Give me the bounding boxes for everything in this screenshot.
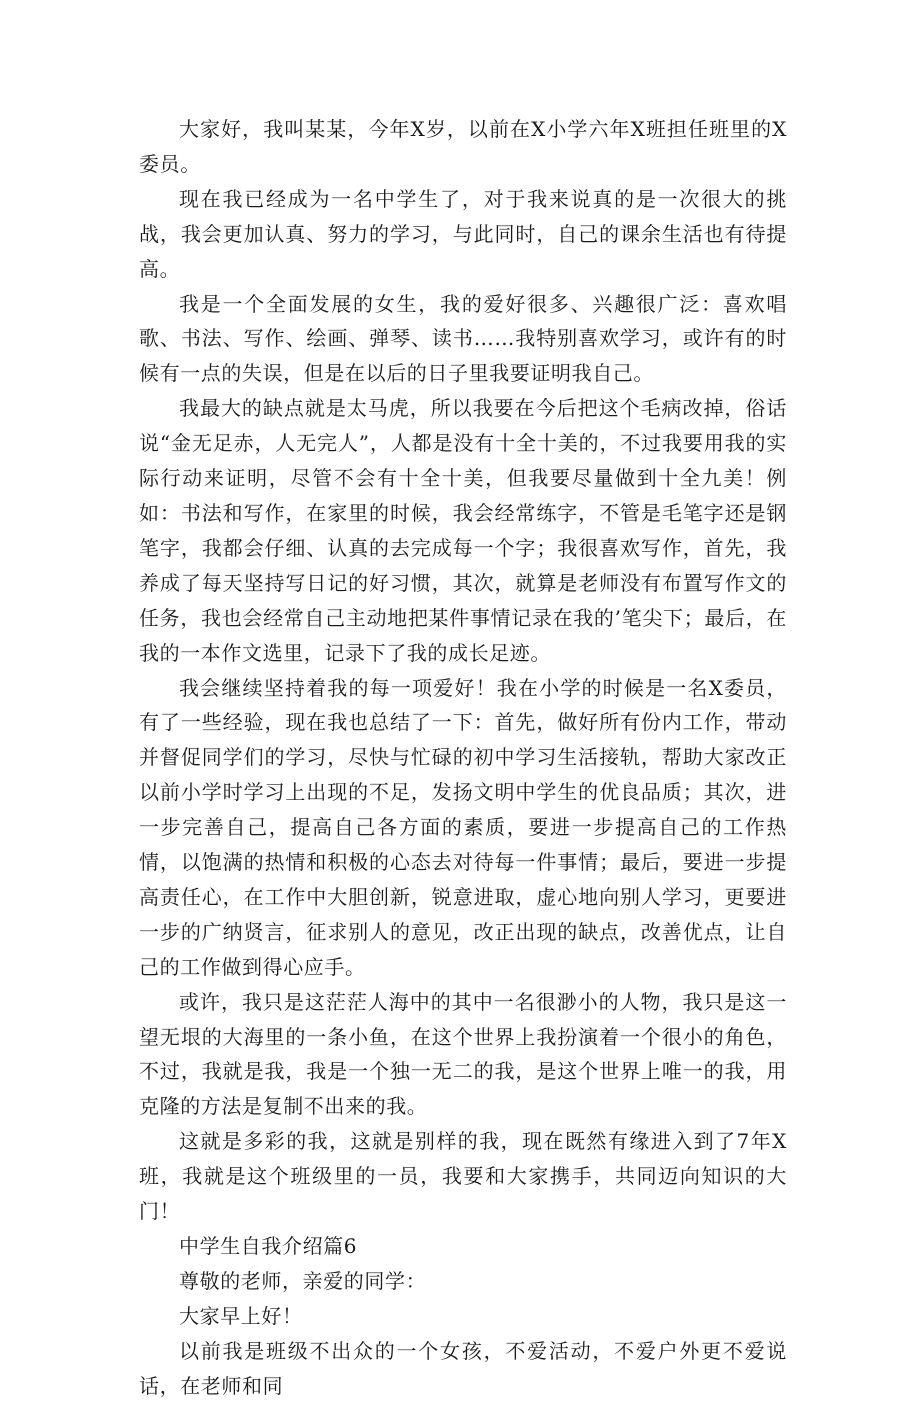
section-heading: 中学生自我介绍篇6 (179, 1234, 358, 1258)
document-page (139, 112, 787, 1404)
paragraph: 现在我已经成为一名中学生了，对于我来说真的是一次很大的挑战，我会更加认真、努力的学习，与此同时，自己的课余生活也有待提高。 (139, 186, 787, 281)
paragraph: 我是一个全面发展的女生，我的爱好很多、兴趣很广泛：喜欢唱歌、书法、写作、绘画、弹琴、读书……我特别喜欢学习，或许有的时候有一点的失误，但是在以后的日子里我要证明我自己。 (139, 291, 787, 386)
paragraph: 以前我是班级不出众的一个女孩，不爱活动，不爱户外更不爱说话，在老师和同 (139, 1338, 787, 1398)
paragraph: 我最大的缺点就是太马虎，所以我要在今后把这个毛病改掉，俗话说“金无足赤，人无完人”，人都是没有十全十美的，不过我要用我的实际行动来证明，尽管不会有十全十美，但我要尽量做到十全九美！例如：书法和写作，在家里的时候，我会经常练字，不管是毛笔字还是钢笔字，我都会仔细、认真的去完成每一个字；我很喜欢写作，首先，我养成了每天坚持写日记的好习惯，其次，就算是老师没有布置写作文的任务，我也会经常自己主动地把某件事情记录在我的’笔尖下；最后，在我的一本作文选里，记录下了我的成长足迹。 (139, 396, 787, 665)
salutation: 尊敬的老师，亲爱的同学： (179, 1268, 427, 1293)
greeting: 大家早上好！ (179, 1303, 303, 1328)
paragraph: 大家好，我叫某某，今年X岁，以前在X小学六年X班担任班里的X委员。 (139, 117, 787, 176)
paragraph: 这就是多彩的我，这就是别样的我，现在既然有缘进入到了7年X班，我就是这个班级里的一员，我要和大家携手，共同迈向知识的大门！ (139, 1129, 787, 1224)
paragraph: 或许，我只是这茫茫人海中的其中一名很渺小的人物，我只是这一望无垠的大海里的一条小鱼，在这个世界上我扮演着一个很小的角色，不过，我就是我，我是一个独一无二的我，是这个世界上唯一的我，用克隆的方法是复制不出来的我。 (139, 989, 787, 1119)
paragraph: 我会继续坚持着我的每一项爱好！我在小学的时候是一名X委员，有了一些经验，现在我也总结了一下：首先，做好所有份内工作，带动并督促同学们的学习，尽快与忙碌的初中学习生活接轨，帮助大家改正以前小学时学习上出现的不足，发扬文明中学生的优良品质；其次，进一步完善自己，提高自己各方面的素质，要进一步提高自己的工作热情，以饱满的热情和积极的心态去对待每一件事情；最后，要进一步提高责任心，在工作中大胆创新，锐意进取，虚心地向别人学习，更要进一步的广纳贤言，征求别人的意见，改正出现的缺点，改善优点，让自己的工作做到得心应手。 (139, 675, 787, 979)
